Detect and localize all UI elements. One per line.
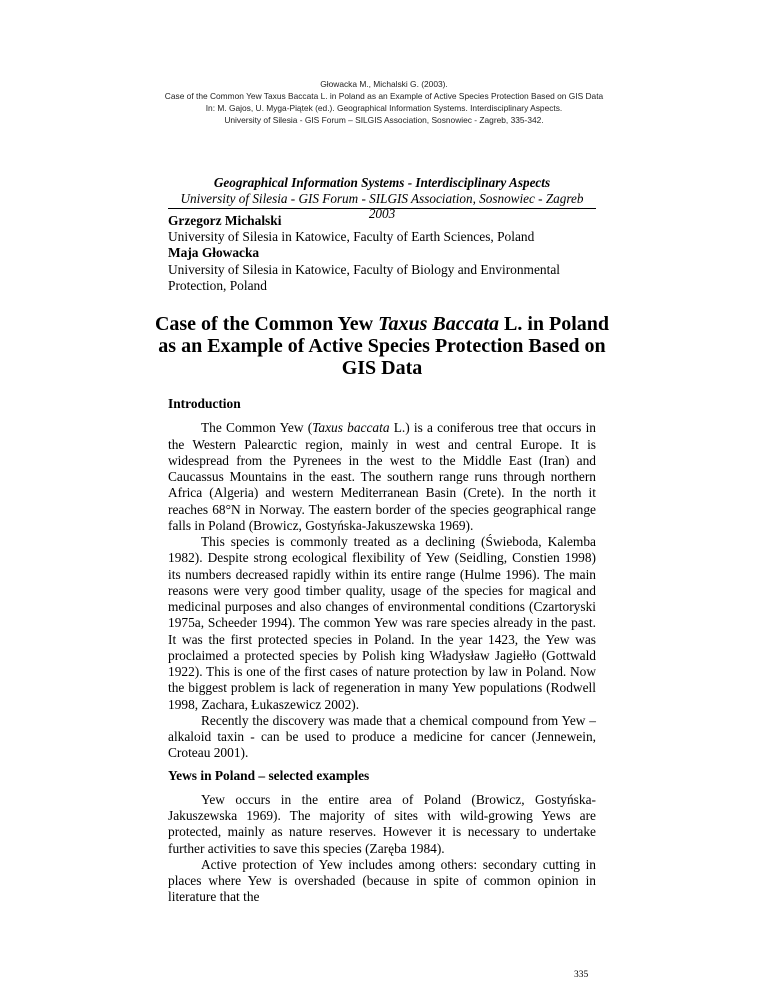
title-text: L. in Poland as an Example of Active Species Protection Based on GIS Data bbox=[158, 313, 610, 379]
citation-line: In: M. Gajos, U. Myga-Piątek (ed.). Geographical Information Systems. Interdisciplinary Aspects. bbox=[205, 103, 563, 113]
author-affiliation: University of Silesia in Katowice, Faculty of Biology and Environmental Protection, Poland bbox=[168, 261, 560, 293]
paragraph: Yew occurs in the entire area of Poland (Browicz, Gostyńska-Jakuszewska 1969). The majority of sites with wild-growing Yews are protected, mainly as nature reserves. However it is necessary to undertake further activities to save this species (Zaręba 1984). bbox=[168, 791, 596, 856]
title-species: Taxus Baccata bbox=[378, 313, 499, 335]
paper-title bbox=[150, 313, 614, 379]
title-text: Case of the Common Yew bbox=[154, 313, 379, 335]
author-affiliation: University of Silesia in Katowice, Faculty of Earth Sciences, Poland bbox=[168, 229, 535, 245]
author-name: Maja Głowacka bbox=[168, 245, 260, 261]
section-heading: Introduction bbox=[168, 396, 241, 411]
paragraph: Active protection of Yew includes among others: secondary cutting in places where Yew is overshaded (because in spite of common opinion in literature that the bbox=[168, 856, 596, 905]
author-block bbox=[168, 213, 596, 294]
citation-line: Głowacka M., Michalski G. (2003). bbox=[320, 79, 448, 89]
citation-header bbox=[0, 78, 768, 126]
paper-body bbox=[168, 396, 596, 906]
journal-publisher: University of Silesia - GIS Forum - SILGIS Association, Sosnowiec - Zagreb 2003 bbox=[180, 190, 584, 221]
header-divider bbox=[168, 208, 596, 209]
page-number: 335 bbox=[574, 970, 589, 980]
paragraph: Recently the discovery was made that a chemical compound from Yew – alkaloid taxin - can be used to produce a medicine for cancer (Jennewein, Croteau 2001). bbox=[168, 712, 596, 761]
citation-line: Case of the Common Yew Taxus Baccata L. in Poland as an Example of Active Species Protection Based on GIS Data bbox=[164, 91, 604, 101]
section-heading: Yews in Poland – selected examples bbox=[168, 767, 370, 783]
paragraph: This species is commonly treated as a declining (Świeboda, Kalemba 1982). Despite strong ecological flexibility of Yew (Seidling, Constien 1998) its numbers decreased rapidly within its entire range (Hulme 1996). The main reasons were very good timber quality, usage of the species for magical and medicinal purposes and also changes of environmental conditions (Czartoryski 1975a, Scheeder 1994). The common Yew was rare species already in the past. It was the first protected species in Poland. In the year 1423, the Yew was proclaimed a protected species by Polish king Władysław Jagiełło (Gottwald 1922). This is one of the first cases of nature protection by law in Poland. Now the biggest problem is lack of regeneration in many Yew populations (Rodwell 1998, Zachara, Łukaszewicz 2002). bbox=[168, 534, 596, 712]
citation-line: University of Silesia - GIS Forum – SILGIS Association, Sosnowiec - Zagreb, 335-342. bbox=[224, 115, 544, 125]
author-name: Grzegorz Michalski bbox=[168, 213, 282, 228]
paragraph bbox=[168, 420, 596, 534]
journal-title: Geographical Information Systems - Interdisciplinary Aspects bbox=[213, 175, 551, 190]
species-name: Taxus baccata bbox=[312, 420, 390, 436]
paragraph-text: The Common Yew ( bbox=[201, 420, 313, 436]
paragraph-text: L.) is a coniferous tree that occurs in the Western Palearctic region, mainly in west and central Europe. It is widespread from the Pyrenees in the west to the Middle East (Iran) and Caucassus Mountains in the east. The southern range runs through northern Africa (Algeria) and western Mediterranean Basin (Crete). In the north it reaches 68°N in Norway. The eastern border of the species geographical range falls in Poland (Browicz, Gostyńska-Jakuszewska 1969). bbox=[168, 420, 597, 533]
